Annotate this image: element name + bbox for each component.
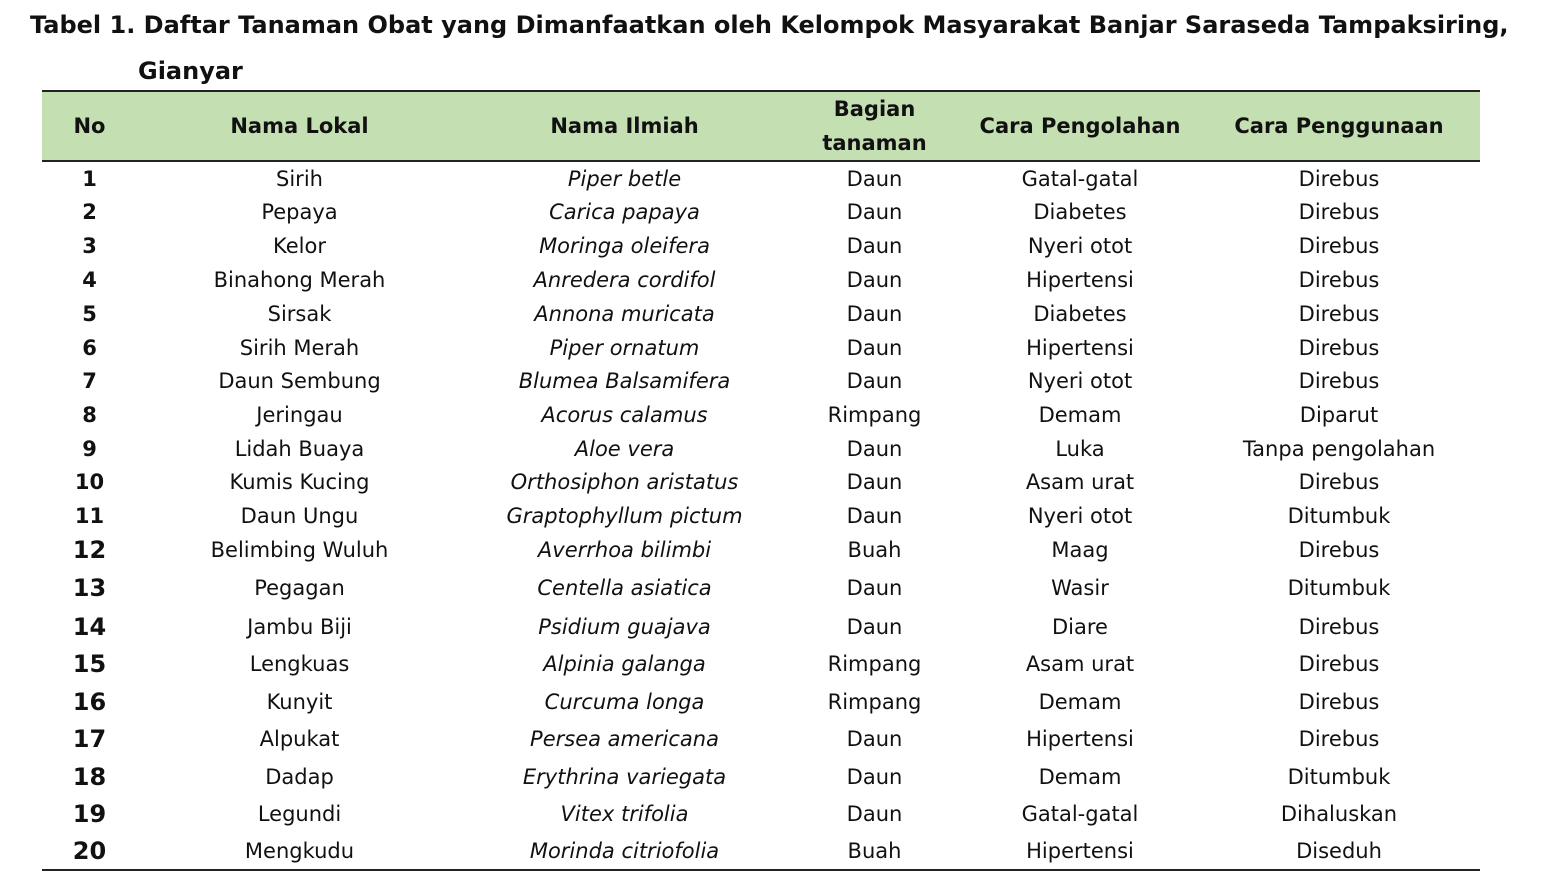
- table-row: [42, 297, 1480, 331]
- caption-line-2: Gianyar: [138, 57, 243, 85]
- cell-nama-ilmiah: Moringa oleifera: [539, 234, 710, 258]
- cell-nama-ilmiah: Piper betle: [567, 166, 682, 191]
- cell-cara-pengolahan: Diare: [1052, 615, 1108, 639]
- cell-cara-penggunaan: Dihaluskan: [1280, 801, 1398, 826]
- cell-cara-penggunaan: Direbus: [1298, 200, 1380, 224]
- cell-bagian-tanaman: Daun: [846, 470, 903, 494]
- cell-cara-pengolahan: Gatal-gatal: [1021, 166, 1139, 191]
- cell-bagian-tanaman: Rimpang: [827, 689, 922, 714]
- cell-nama-lokal: Kelor: [273, 234, 326, 258]
- table-caption: [30, 2, 1520, 94]
- cell-nama-lokal: Pegagan: [254, 576, 345, 600]
- cell-bagian-tanaman: Rimpang: [827, 403, 922, 427]
- cell-bagian-tanaman: Daun: [846, 801, 903, 826]
- cell-nama-lokal: Jeringau: [256, 403, 343, 427]
- header-row: [42, 91, 1480, 161]
- cell-cara-penggunaan: Direbus: [1298, 369, 1380, 393]
- cell-nama-ilmiah: Erythrina variegata: [522, 764, 727, 789]
- cell-nama-ilmiah: Centella asiatica: [537, 576, 712, 600]
- header-no: No: [73, 114, 106, 138]
- header-cara-penggunaan: Cara Penggunaan: [1234, 114, 1444, 138]
- cell-nama-ilmiah: Annona muricata: [534, 302, 715, 326]
- cell-bagian-tanaman: Daun: [846, 436, 903, 461]
- cell-nama-lokal: Alpukat: [259, 727, 340, 751]
- cell-no: 18: [72, 762, 107, 791]
- caption-line-1: Tabel 1. Daftar Tanaman Obat yang Dimanfaatkan oleh Kelompok Masyarakat Banjar Saraseda Tampaksiring,: [30, 11, 1509, 39]
- cell-no: 1: [82, 166, 97, 191]
- cell-nama-lokal: Mengkudu: [244, 838, 355, 863]
- cell-cara-pengolahan: Nyeri otot: [1027, 369, 1133, 393]
- cell-cara-penggunaan: Direbus: [1298, 234, 1380, 258]
- cell-nama-lokal: Daun Sembung: [218, 369, 381, 393]
- cell-nama-lokal: Dadap: [265, 764, 334, 789]
- cell-cara-penggunaan: Direbus: [1298, 302, 1380, 326]
- table-row: [42, 364, 1480, 398]
- cell-no: 9: [82, 436, 97, 461]
- cell-nama-lokal: Kumis Kucing: [229, 470, 370, 494]
- cell-nama-ilmiah: Aloe vera: [574, 436, 675, 461]
- medicinal-plants-table: [42, 90, 1480, 871]
- cell-bagian-tanaman: Daun: [846, 576, 903, 600]
- cell-cara-pengolahan: Demam: [1038, 689, 1122, 714]
- cell-nama-ilmiah: Psidium guajava: [538, 615, 711, 639]
- cell-cara-pengolahan: Hipertensi: [1026, 335, 1134, 360]
- cell-cara-penggunaan: Direbus: [1298, 727, 1380, 751]
- cell-no: 10: [74, 470, 105, 494]
- cell-cara-pengolahan: Luka: [1055, 436, 1105, 461]
- table-row: [42, 567, 1480, 609]
- cell-bagian-tanaman: Rimpang: [827, 652, 922, 676]
- cell-nama-lokal: Sirih Merah: [239, 335, 360, 360]
- cell-no: 19: [72, 799, 107, 828]
- cell-cara-pengolahan: Demam: [1038, 403, 1122, 427]
- table-row: [42, 609, 1480, 645]
- cell-cara-pengolahan: Hipertensi: [1026, 727, 1134, 751]
- cell-nama-lokal: Legundi: [257, 801, 342, 826]
- cell-cara-pengolahan: Diabetes: [1033, 200, 1127, 224]
- cell-bagian-tanaman: Daun: [846, 369, 903, 393]
- header-nama-lokal: Nama Lokal: [230, 114, 369, 138]
- cell-nama-ilmiah: Piper ornatum: [549, 335, 700, 360]
- cell-no: 7: [82, 369, 97, 393]
- table-row: [42, 432, 1480, 465]
- cell-no: 2: [82, 200, 97, 224]
- cell-cara-pengolahan: Asam urat: [1025, 652, 1135, 676]
- cell-bagian-tanaman: Daun: [846, 615, 903, 639]
- cell-bagian-tanaman: Daun: [846, 504, 903, 528]
- cell-cara-penggunaan: Diseduh: [1296, 838, 1382, 863]
- table-row: [42, 263, 1480, 297]
- cell-bagian-tanaman: Daun: [846, 268, 903, 292]
- cell-no: 5: [82, 302, 97, 326]
- cell-nama-lokal: Lidah Buaya: [234, 436, 365, 461]
- cell-nama-ilmiah: Carica papaya: [549, 200, 700, 224]
- cell-nama-ilmiah: Curcuma longa: [544, 689, 705, 714]
- header-nama-ilmiah: Nama Ilmiah: [550, 114, 699, 138]
- cell-bagian-tanaman: Buah: [847, 538, 902, 562]
- cell-no: 13: [72, 574, 107, 602]
- cell-bagian-tanaman: Daun: [846, 727, 903, 751]
- cell-cara-penggunaan: Direbus: [1298, 166, 1380, 191]
- cell-bagian-tanaman: Daun: [846, 166, 903, 191]
- cell-bagian-tanaman: Daun: [846, 302, 903, 326]
- table-row: [42, 195, 1480, 229]
- cell-cara-penggunaan: Direbus: [1298, 615, 1380, 639]
- cell-no: 6: [82, 335, 97, 360]
- cell-bagian-tanaman: Daun: [846, 200, 903, 224]
- cell-nama-ilmiah: Orthosiphon aristatus: [510, 470, 739, 494]
- cell-cara-penggunaan: Ditumbuk: [1287, 576, 1391, 600]
- cell-nama-ilmiah: Alpinia galanga: [543, 652, 706, 676]
- table-row: [42, 683, 1480, 720]
- cell-cara-penggunaan: Direbus: [1298, 268, 1380, 292]
- cell-cara-pengolahan: Diabetes: [1033, 302, 1127, 326]
- cell-cara-penggunaan: Direbus: [1298, 335, 1380, 360]
- cell-nama-lokal: Belimbing Wuluh: [210, 538, 389, 562]
- table-row: [42, 832, 1480, 870]
- cell-cara-pengolahan: Asam urat: [1025, 470, 1135, 494]
- table-row: [42, 795, 1480, 832]
- cell-no: 14: [72, 613, 107, 641]
- cell-nama-lokal: Kunyit: [266, 689, 333, 714]
- header-bagian-tanaman: [787, 91, 962, 161]
- cell-no: 8: [82, 403, 97, 427]
- cell-cara-pengolahan: Maag: [1051, 538, 1109, 562]
- cell-cara-pengolahan: Wasir: [1051, 576, 1109, 600]
- cell-nama-ilmiah: Averrhoa bilimbi: [537, 538, 712, 562]
- cell-nama-lokal: Sirih: [276, 166, 323, 191]
- cell-bagian-tanaman: Buah: [847, 838, 902, 863]
- cell-cara-pengolahan: Gatal-gatal: [1021, 801, 1139, 826]
- cell-nama-ilmiah: Morinda citriofolia: [529, 838, 720, 863]
- cell-nama-ilmiah: Blumea Balsamifera: [518, 369, 731, 393]
- cell-cara-penggunaan: Ditumbuk: [1287, 504, 1391, 528]
- cell-no: 17: [72, 725, 107, 753]
- header-cara-pengolahan: Cara Pengolahan: [979, 114, 1181, 138]
- cell-no: 3: [82, 234, 97, 258]
- cell-cara-penggunaan: Direbus: [1298, 538, 1380, 562]
- medicinal-plants-table-container: [42, 90, 1480, 871]
- cell-no: 16: [72, 687, 107, 716]
- cell-nama-lokal: Lengkuas: [249, 652, 350, 676]
- cell-cara-penggunaan: Diparut: [1299, 403, 1379, 427]
- table-row: [42, 229, 1480, 263]
- cell-cara-penggunaan: Ditumbuk: [1287, 764, 1391, 789]
- table-row: [42, 758, 1480, 795]
- cell-no: 4: [82, 268, 97, 292]
- table-row: [42, 331, 1480, 364]
- cell-nama-lokal: Sirsak: [267, 302, 332, 326]
- table-row: [42, 465, 1480, 499]
- cell-no: 11: [74, 504, 105, 528]
- cell-cara-penggunaan: Direbus: [1298, 470, 1380, 494]
- cell-cara-penggunaan: Direbus: [1298, 652, 1380, 676]
- cell-nama-ilmiah: Persea americana: [530, 727, 719, 751]
- cell-nama-lokal: Daun Ungu: [240, 504, 359, 528]
- cell-nama-ilmiah: Vitex trifolia: [560, 801, 689, 826]
- cell-nama-ilmiah: Graptophyllum pictum: [506, 504, 743, 528]
- header-bagian-line-1: Bagian: [833, 97, 916, 121]
- table-row: [42, 398, 1480, 432]
- cell-cara-pengolahan: Hipertensi: [1026, 268, 1134, 292]
- table-header: [42, 91, 1480, 161]
- cell-cara-pengolahan: Demam: [1038, 764, 1122, 789]
- table-row: [42, 533, 1480, 567]
- cell-cara-penggunaan: Direbus: [1298, 689, 1380, 714]
- cell-nama-lokal: Binahong Merah: [213, 268, 386, 292]
- cell-nama-lokal: Pepaya: [261, 200, 338, 224]
- cell-cara-pengolahan: Hipertensi: [1026, 838, 1134, 863]
- cell-no: 15: [72, 650, 107, 678]
- cell-bagian-tanaman: Daun: [846, 335, 903, 360]
- table-row: [42, 645, 1480, 683]
- table-row: [42, 499, 1480, 533]
- header-bagian-line-2: tanaman: [822, 131, 927, 155]
- cell-no: 12: [72, 536, 107, 564]
- cell-nama-ilmiah: Acorus calamus: [541, 403, 708, 427]
- cell-cara-pengolahan: Nyeri otot: [1027, 234, 1133, 258]
- cell-nama-ilmiah: Anredera cordifol: [533, 268, 716, 292]
- table-row: [42, 161, 1480, 195]
- table-body: [42, 161, 1480, 870]
- cell-cara-penggunaan: Tanpa pengolahan: [1242, 436, 1436, 461]
- cell-nama-lokal: Jambu Biji: [247, 615, 352, 639]
- table-row: [42, 720, 1480, 758]
- cell-cara-pengolahan: Nyeri otot: [1027, 504, 1133, 528]
- cell-bagian-tanaman: Daun: [846, 234, 903, 258]
- cell-no: 20: [72, 836, 107, 865]
- cell-bagian-tanaman: Daun: [846, 764, 903, 789]
